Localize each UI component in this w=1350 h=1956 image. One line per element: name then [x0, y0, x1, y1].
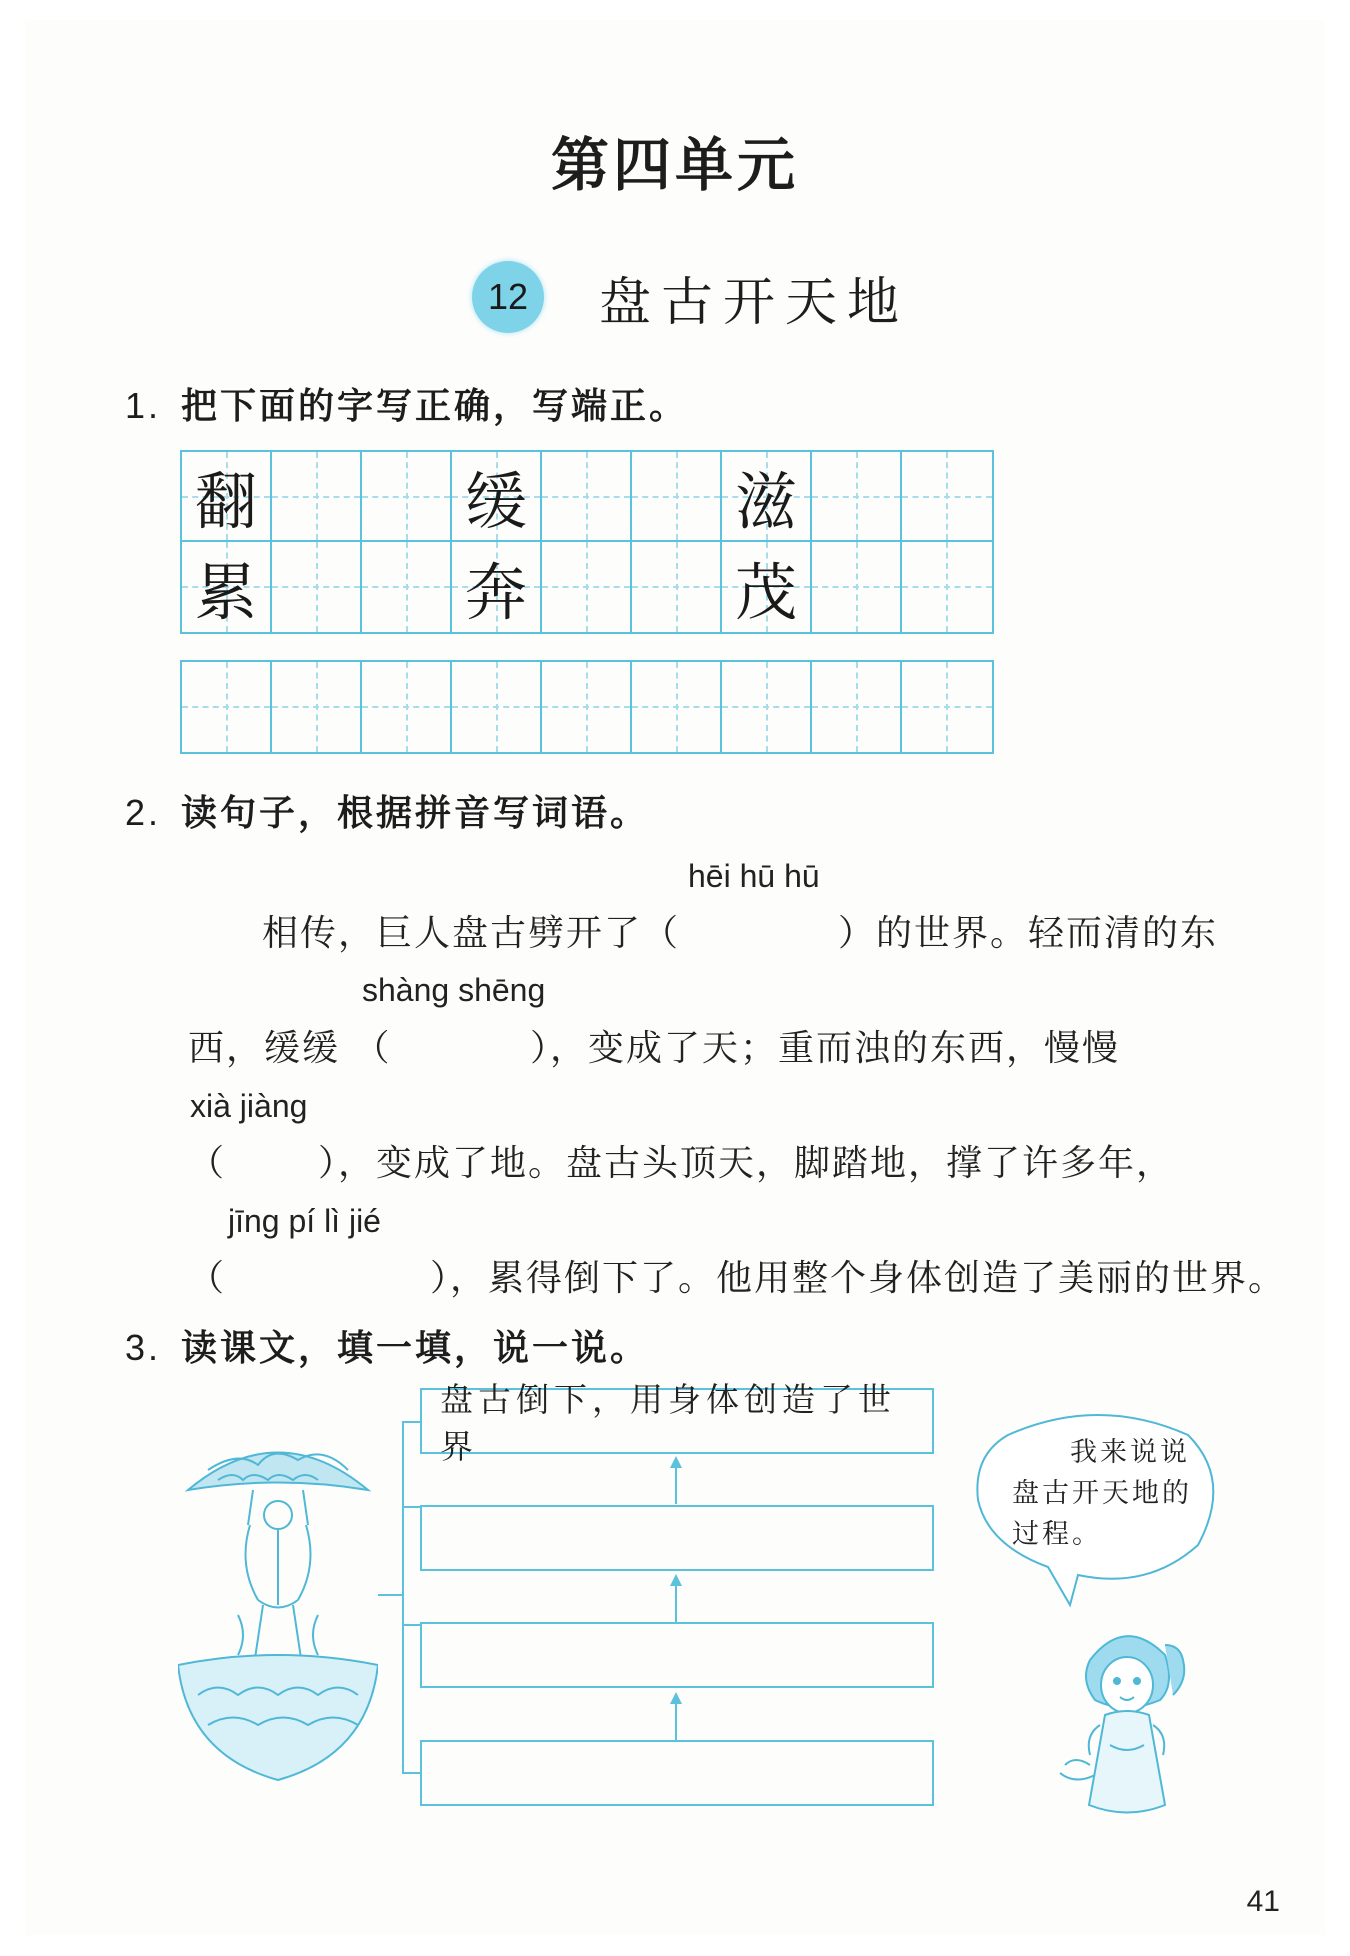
unit-title: 第四单元 [550, 131, 799, 199]
sentence-line-4b: ），累得倒下了。他用整个身体创造了美丽的世界。 [430, 1258, 1287, 1299]
sentence-line-4a: （ [188, 1258, 227, 1299]
grid-cell[interactable]: 滋 [722, 452, 812, 542]
sentence-line-3b: ），变成了地。盘古头顶天，脚踏地，撑了许多年， [318, 1143, 1175, 1184]
lesson-number-badge: 12 [472, 261, 544, 333]
grid-cell[interactable]: 缓 [452, 452, 542, 542]
sentence-line-1b: ）的世界。轻而清的东 [838, 913, 1219, 954]
sentence-line-1a: 相传，巨人盘古劈开了（ [262, 913, 681, 954]
pinyin-jingpilijie: jīng pí lì jié [228, 1203, 381, 1239]
sentence-line-2a: 西，缓缓 （ [188, 1028, 392, 1069]
pinyin-heihuhu: hēi hū hū [688, 858, 820, 894]
sentence-line-2b: ），变成了天；重而浊的东西，慢慢 [530, 1028, 1121, 1069]
flow-box-2[interactable] [420, 1505, 934, 1571]
grid-cell[interactable]: 翻 [182, 452, 272, 542]
page-number: 41 [1246, 1885, 1280, 1918]
bubble-line-1: 我来说说 [1070, 1437, 1190, 1468]
sentence-line-3a: （ [188, 1143, 227, 1184]
question-2-number: 2. [125, 792, 162, 833]
question-1-text: 把下面的字写正确，写端正。 [181, 385, 689, 427]
question-1-number: 1. [125, 385, 162, 426]
lesson-title: 盘古开天地 [599, 272, 910, 333]
question-2-text: 读句子，根据拼音写词语。 [181, 792, 650, 834]
bubble-line-2: 盘古开天地的 [1012, 1478, 1192, 1509]
pangu-illustration [178, 1415, 378, 1785]
bubble-line-3: 过程。 [1012, 1519, 1102, 1550]
pinyin-shangsheng: shàng shēng [362, 972, 546, 1008]
question-3-number: 3. [125, 1327, 162, 1368]
flow-box-1: 盘古倒下，用身体创造了世界 [420, 1388, 934, 1454]
pinyin-xiajiang: xià jiàng [190, 1088, 308, 1124]
grid-cell[interactable]: 累 [182, 542, 272, 632]
question-3-text: 读课文，填一填，说一说。 [181, 1327, 650, 1369]
flow-box-4[interactable] [420, 1740, 934, 1806]
grid-cell[interactable]: 茂 [722, 542, 812, 632]
flow-box-3[interactable] [420, 1622, 934, 1688]
girl-illustration [1045, 1615, 1205, 1825]
grid-cell[interactable]: 奔 [452, 542, 542, 632]
